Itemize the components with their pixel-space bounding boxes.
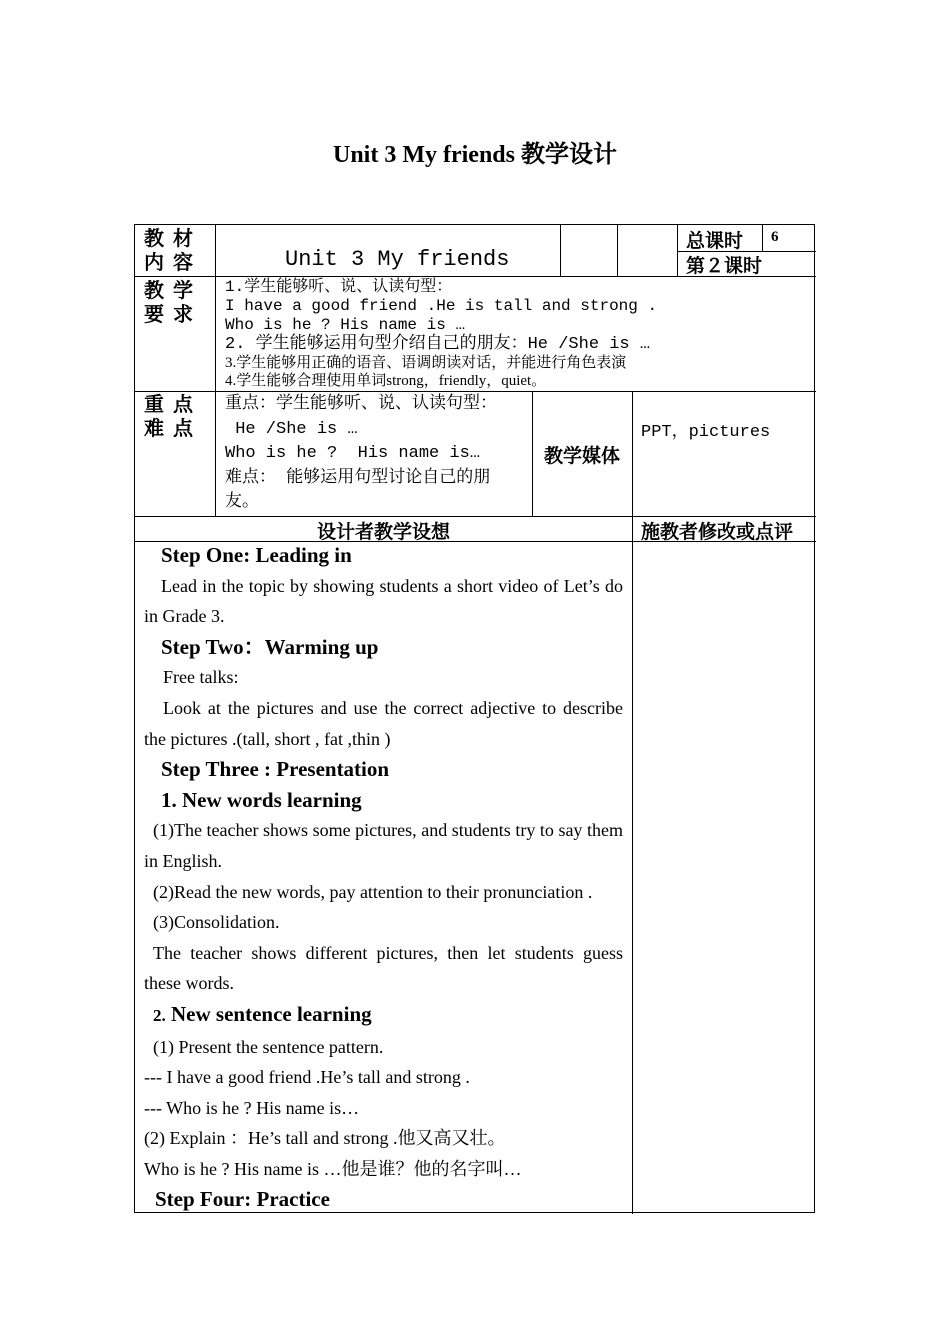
requirements-list (225, 278, 658, 390)
requirement-item: 2. 学生能够运用句型介绍自己的朋友：He /She is … (225, 335, 651, 354)
lesson-plan-body (144, 540, 623, 1215)
material-value: Unit 3 My friends (285, 247, 510, 272)
designer-header: 设计者教学设想 (316, 522, 450, 543)
grid-line (560, 225, 561, 276)
grid-line (215, 225, 216, 516)
focus-item: 难点： 能够运用句型讨论自己的朋 (225, 468, 491, 488)
new-sentence-explain: (2) Explain ：He’s tall and strong .他又高又壮。 (144, 1128, 506, 1149)
step-two-free-talks: Free talks: (163, 667, 239, 688)
grid-line (617, 225, 618, 276)
new-sentence-title: 2. New sentence learning (153, 1001, 372, 1026)
new-sentence-explain-2: Who is he ? His name is …他是谁？他的名字叫… (144, 1158, 522, 1179)
requirement-item: I have a good friend .He is tall and strong . (225, 297, 658, 315)
requirement-item: 4.学生能够合理使用单词strong，friendly，quiet。 (225, 373, 547, 389)
requirement-item: Who is he ? His name is … (225, 316, 466, 334)
total-hours-label: 总课时 (686, 231, 744, 252)
material-label: 教 材 内 容 (144, 228, 195, 274)
focus-item: 友。 (225, 493, 259, 512)
step-two-title: Step Two：Warming up (161, 634, 379, 659)
media-value: PPT，pictures (641, 423, 771, 442)
grid-line (135, 391, 816, 392)
page-title: Unit 3 My friends 教学设计 (333, 142, 617, 168)
focus-item: 重点：学生能够听、说、认读句型： (225, 395, 497, 414)
new-words-step-1: (1)The teacher shows some pictures, and students try to say them in English. (144, 820, 623, 871)
new-sentence-example-2: --- Who is he ? His name is… (144, 1097, 360, 1118)
new-words-step-4: The teacher shows different pictures, then let students guess these words. (144, 942, 623, 994)
grid-line (762, 225, 763, 251)
lesson-number-label: 第２课时 (686, 256, 763, 277)
step-four-title: Step Four: Practice (155, 1187, 330, 1212)
requirement-item: 3.学生能够用正确的语音、语调朗读对话，并能进行角色表演 (225, 355, 627, 371)
step-one-text: Lead in the topic by showing students a short video of Let’s do in Grade 3. (144, 575, 623, 627)
new-words-step-2: (2)Read the new words, pay attention to their pronunciation . (153, 881, 593, 902)
media-label: 教学媒体 (543, 446, 620, 467)
new-words-title: 1. New words learning (161, 787, 362, 812)
focus-item: He /She is … (225, 419, 358, 439)
reviewer-header: 施教者修改或点评 (641, 522, 794, 543)
lesson-plan-table (134, 224, 815, 1213)
new-sentence-step-1: (1) Present the sentence pattern. (153, 1036, 384, 1057)
focus-item: Who is he ? His name is… (225, 444, 481, 463)
grid-line (632, 391, 633, 1214)
step-two-text: Look at the pictures and use the correct adjective to describe the pictures .(tall, short , fat ,thin ) (144, 697, 623, 749)
requirement-item: 1.学生能够听、说、认读句型： (225, 278, 453, 296)
total-hours-value: 6 (771, 229, 779, 245)
step-one-title: Step One: Leading in (161, 543, 352, 567)
requirements-label: 教 学 要 求 (144, 280, 195, 326)
focus-list (225, 393, 525, 516)
grid-line (677, 225, 678, 276)
new-words-step-3: (3)Consolidation. (153, 912, 280, 933)
step-three-title: Step Three : Presentation (161, 757, 390, 782)
focus-label: 重 点 难 点 (144, 394, 195, 440)
new-sentence-example-1: --- I have a good friend .He’s tall and strong . (144, 1067, 470, 1088)
